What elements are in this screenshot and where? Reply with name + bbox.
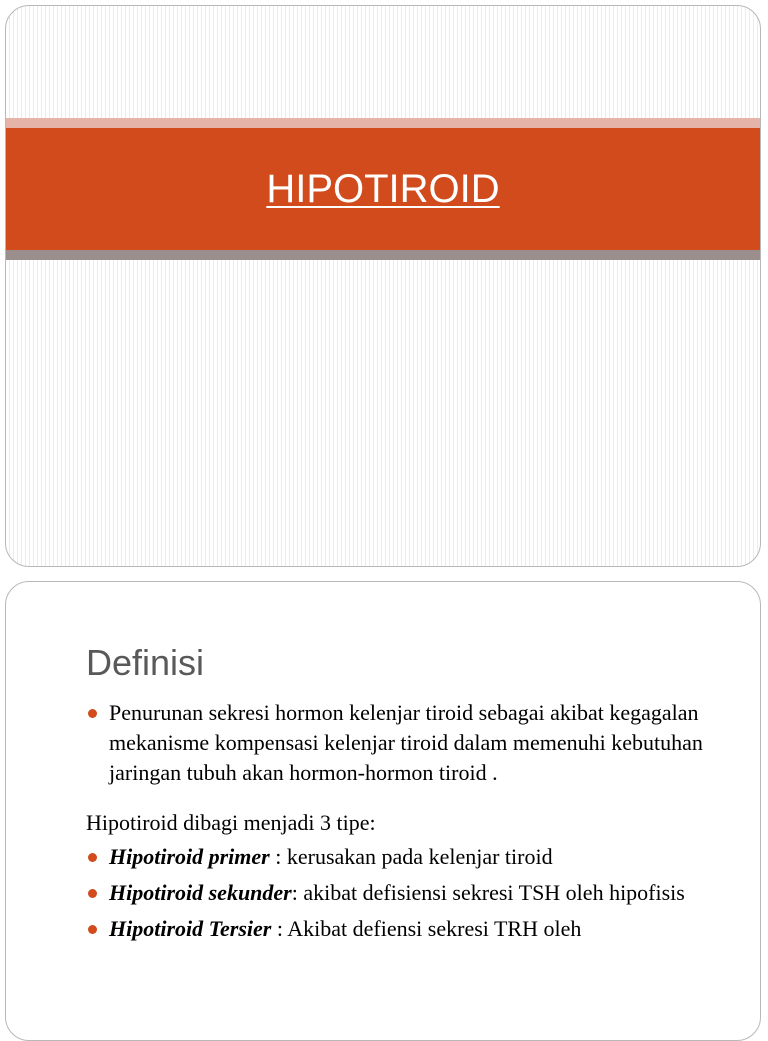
bullet-icon: [88, 709, 97, 718]
type-bullet-tersier: [86, 914, 726, 944]
types-intro: Hipotiroid dibagi menjadi 3 tipe:: [86, 810, 376, 835]
definition-text: Penurunan sekresi hormon kelenjar tiroid sebagai akibat kegagalan mekanisme kompensasi kelenjar tiroid dalam memenuhi kebutuhan jaringan tubuh akan hormon-hormon tiroid .: [109, 700, 703, 785]
slide-heading: Definisi: [86, 642, 205, 683]
definition-slide: [5, 581, 761, 1041]
bullet-icon: [88, 853, 97, 862]
type-desc: : Akibat defiensi sekresi TRH oleh: [271, 916, 582, 941]
bullet-icon: [88, 889, 97, 898]
type-term: Hipotiroid primer: [109, 844, 270, 869]
slide-body: [86, 698, 726, 950]
title-slide: [5, 5, 761, 567]
title-band-top-stripe: [6, 118, 760, 128]
type-desc: : akibat defisiensi sekresi TSH oleh hipofisis: [291, 880, 685, 905]
type-term: Hipotiroid Tersier: [109, 916, 272, 941]
type-desc: : kerusakan pada kelenjar tiroid: [269, 844, 553, 869]
title-band: [6, 128, 760, 250]
type-term: Hipotiroid sekunder: [109, 880, 292, 905]
type-bullet-sekunder: [86, 878, 726, 908]
title-band-bottom-stripe: [6, 250, 760, 260]
bullet-icon: [88, 925, 97, 934]
slide-title: HIPOTIROID: [266, 166, 500, 211]
type-bullet-primer: [86, 842, 726, 872]
definition-bullet: [86, 698, 726, 788]
